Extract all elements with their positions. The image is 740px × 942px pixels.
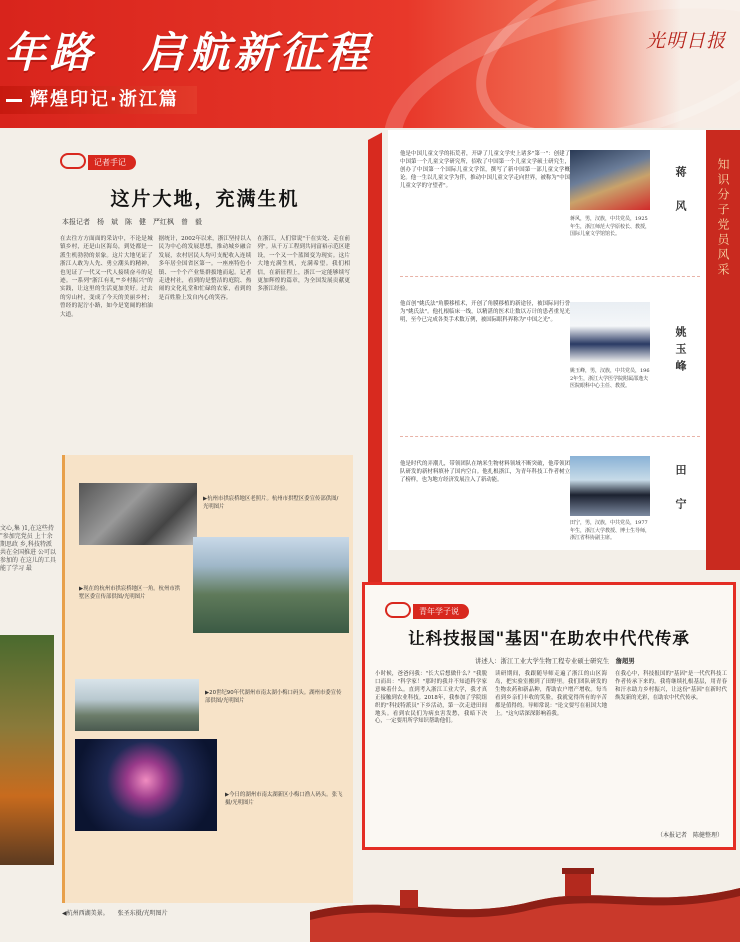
article-column: 据统计，2002年以来，浙江坚持以人民为中心的发展思想，推动城乡融合发展，农村居民人均可支配收入连续多年居全国省区第一。一座座特色小镇、一个个产业集群拔地而起。记者走进村社，看到的是整洁的庭院、热闹的文化礼堂和忙碌的农家，看到的是百姓脸上发自内心的笑容。 bbox=[158, 236, 252, 301]
photo-old-xiaomeikou-dock bbox=[75, 679, 199, 731]
reporter-note-tag bbox=[60, 150, 350, 170]
photo-modern-xiaomeikou-dock bbox=[75, 739, 217, 831]
cloud-icon bbox=[385, 602, 411, 618]
page-banner bbox=[0, 0, 740, 128]
great-wall-decoration bbox=[310, 852, 740, 942]
profile-card bbox=[390, 446, 706, 550]
youth-voice-tag-label: 青年学子说 bbox=[413, 604, 469, 619]
profile-name: 蒋 风 bbox=[674, 166, 687, 217]
byline-name: 詹超男 bbox=[615, 657, 635, 665]
banner-title: 年路 启航新征程 bbox=[4, 28, 373, 77]
profile-text: 他首创"姚氏法"角膜移植术，开创了角膜移植的新途径，被国际同行誉为"姚氏法"。他扎根临床一线，以精湛的医术让数以万计的患者重见光明，至今已完成各类手术数万例，被国际眼科界称为"中国之光"。 bbox=[400, 301, 570, 323]
youth-voice-tag bbox=[385, 599, 469, 619]
dash-icon bbox=[6, 99, 22, 102]
reporter-note-tag-label: 记者手记 bbox=[88, 155, 136, 170]
vertical-section-banner bbox=[706, 130, 740, 570]
article-column: 在去往方方面面的采访中，不论是城镇乡村，还是山区海岛，到处都是一派生机勃勃的景象。这片大地见证了浙江人敢为人先、勇立潮头的精神，也见证了一代又一代人接续奋斗的足迹。一系列"浙江有礼""乡村振兴"的实践，让这里的生活更加美好。过去的穷山村，变成了今天的美丽乡村；曾经的泥泞小路，如今是宽阔的柏油大道。 bbox=[60, 236, 153, 318]
reporter-note-byline: 本报记者 杨 斌 陈 健 严红枫 曾 毅 bbox=[62, 218, 202, 226]
reporter-note-title: 这片大地，充满生机 bbox=[110, 188, 300, 210]
editor-note: （本报记者 陈健整理） bbox=[656, 832, 723, 839]
profile-caption: 姚玉峰，男，汉族，中共党员，1962年生，浙江大学医学院附属邵逸夫医院眼科中心主任、教授。 bbox=[570, 368, 650, 389]
profile-photo bbox=[570, 150, 650, 210]
profile-photo bbox=[570, 456, 650, 516]
profiles-section bbox=[368, 130, 706, 560]
photo-caption: ▶20世纪90年代湖州市南太湖小梅口码头。湖州市委宣传部供图/光明图片 bbox=[205, 690, 342, 704]
youth-voice-byline bbox=[475, 656, 635, 665]
profile-name: 田 宁 bbox=[674, 464, 687, 515]
profile-photo bbox=[570, 302, 650, 362]
divider bbox=[400, 436, 700, 437]
profile-card bbox=[390, 286, 706, 426]
reporter-note-body bbox=[60, 235, 350, 319]
vertical-section-title: 知识分子党员风采 bbox=[716, 158, 730, 278]
left-cutoff-strip bbox=[0, 525, 56, 905]
banner-subtitle bbox=[0, 86, 197, 114]
article-column: 在我心中，科技报国的"基因"是一代代科技工作者传承下来的。我将继续扎根基层，用青春和汗水助力乡村振兴，让这份"基因"在新时代焕发新的光彩，在助农中代代传承。 bbox=[615, 671, 727, 701]
profile-text: 他是时代的弄潮儿，带领团队在纳米生物材料领域不断突破，他带领团队研发的新材料填补了国内空白。他扎根浙江，为青年科技工作者树立了榜样，也为地方经济发展注入了新动能。 bbox=[400, 461, 570, 483]
left-strip-photo bbox=[0, 635, 54, 865]
profile-caption: 蒋风，男，汉族，中共党员，1925年生，浙江师范大学原校长、教授，国际儿童文学馆馆长。 bbox=[570, 216, 651, 237]
divider bbox=[400, 276, 700, 277]
photo-old-gongchen-bridge bbox=[79, 483, 197, 545]
article-column: 在浙江，人们常说"干在实处、走在前列"。从千万工程到共同富裕示范区建设，一个又一个蓝图变为现实。这片大地充满生机，充满希望。我们相信，在新征程上，浙江一定能够续写更加辉煌的篇章，为全国发展贡献更多浙江经验。 bbox=[257, 236, 351, 293]
profile-text: 他是中国儿童文学的拓荒者，开辟了儿童文学史上诸多"第一"：创建了中国第一个儿童文学研究所，招收了中国第一个儿童文学硕士研究生，创办了中国第一个国际儿童文学馆，撰写了新中国第一部儿童文学概论。他一生以儿童文学为伴，推动中国儿童文学走向世界，被称为"中国儿童文学的守望者"。 bbox=[400, 151, 570, 189]
photo-caption: ▶现在的杭州市拱宸桥地区一角。杭州市拱墅区委宣传部供图/光明图片 bbox=[79, 586, 181, 600]
cloud-icon bbox=[60, 153, 86, 169]
banner-swirl-decoration-2 bbox=[452, 0, 740, 128]
profile-caption: 田宁，男，汉族，中共党员，1977年生，浙江大学教授、博士生导师，浙江省科协副主席。 bbox=[570, 520, 651, 541]
youth-voice-article bbox=[362, 582, 736, 850]
profile-card bbox=[390, 136, 706, 266]
reporter-note-article bbox=[60, 150, 350, 319]
article-column: 读研期间，我跟随导师走遍了浙江的山区海岛，把实验室搬到了田野里。我们团队研发的生物农药和新品种，帮助农户增产增收。每当看到乡亲们丰收的笑脸，我就觉得所有的辛苦都是值得的。导师常说："论文要写在祖国大地上。"这句话深深影响着我。 bbox=[495, 671, 607, 717]
youth-voice-body bbox=[375, 671, 727, 726]
byline-label: 讲述人：浙江工业大学生物工程专业硕士研究生 bbox=[475, 657, 610, 665]
banner-subtitle-text: 辉煌印记·浙江篇 bbox=[30, 89, 179, 110]
photo-caption: ▶今日的湖州市南太湖新区小梅口渔人码头。张飞摄/光明图片 bbox=[225, 792, 343, 806]
profile-name: 姚玉峰 bbox=[674, 326, 687, 377]
youth-voice-title: 让科技报国"基因"在助农中代代传承 bbox=[408, 629, 690, 648]
photo-modern-gongchen-bridge bbox=[193, 537, 349, 633]
photo-caption: ▶杭州市拱宸桥地区老照片。杭州市拱墅区委宣传部供图/光明图片 bbox=[203, 496, 339, 510]
masthead-logo: 光明日报 bbox=[645, 30, 726, 52]
left-strip-text: 文心,集 )1,在这些持 "参加完党员 上十余期思政 乡,科技特派 共在全国推进 公可以参加的 在这儿的工具 能了学习 最 bbox=[0, 525, 56, 572]
bottom-photo-caption: ◀杭州西湖美景。 张圣东摄/光明图片 bbox=[62, 910, 168, 917]
photo-panel bbox=[62, 455, 353, 903]
article-column: 小时候，爸爸问我："长大后想做什么？"我脱口而出："科学家！"那时的我并不知道科学家意味着什么。直到考入浙江工业大学，我才真正接触到农业科技。2018年，我参加了学院组织的"科技特派员"下乡活动，第一次走进田间地头。看到农民们为病虫害发愁，我暗下决心，一定要用所学知识帮助他们。 bbox=[375, 671, 487, 725]
